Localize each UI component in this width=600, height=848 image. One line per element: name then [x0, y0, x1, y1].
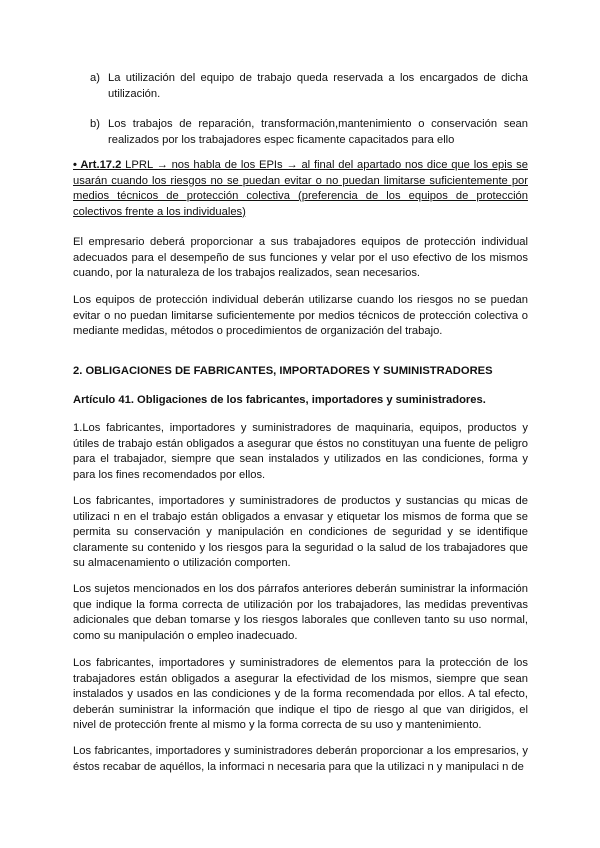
paragraph-article41-4: Los fabricantes, importadores y suministradores de elementos para la protección de los trabajadores están obligados a asegurar la efectividad de los mismos, siempre que sean instalados y usados en las condiciones y de la forma recomendada por ellos. A tal efecto, deberán suministrar la información que indique el tipo de riesgo al que van dirigidos, el nivel de protección frente al mismo y la forma correcta de su uso y mantenimiento. [73, 657, 528, 731]
list-item-text: La utilización del equipo de trabajo queda reservada a los encargados de dicha utilización. [108, 72, 528, 100]
paragraph-article41-3: Los sujetos mencionados en los dos párrafos anteriores deberán suministrar la información que indique la forma correcta de utilización por los trabajadores, las medidas preventivas adicionales que deban tomarse y los riesgos laborales que conlleven tanto su uso normal, como su manipulación o empleo inadecuado. [73, 583, 528, 642]
paragraph-article41-5: Los fabricantes, importadores y suministradores deberán proporcionar a los empresarios, y éstos recabar de aquéllos, la informaci n necesaria para que la utilizaci n y manipulaci n de [73, 745, 528, 773]
art17-note [73, 158, 528, 220]
art17-label: • Art.17.2 [73, 159, 122, 171]
paragraph-article41-2: Los fabricantes, importadores y suministradores de productos y sustancias qu micas de utilizaci n en el trabajo están obligados a envasar y etiquetar los mismos de forma que se permita su conservación y manipulación en condiciones de seguridad y se identifique claramente su contenido y los riesgos para la seguridad o la salud de los trabajadores que su almacenamiento o utilización comporten. [73, 495, 528, 569]
paragraph-epi-usage: Los equipos de protección individual deberán utilizarse cuando los riesgos no se puedan evitar o no puedan limitarse suficientemente por medios técnicos de protección colectiva o mediante medidas, métodos o procedimientos de organización del trabajo. [73, 294, 528, 337]
art17-text: LPRL → nos habla de los EPIs → al final del apartado nos dice que los epis se usarán cuando los riesgos no se puedan evitar o no puedan limitarse suficientemente por medios técnicos de protección colectiva (preferencia de los equipos de protección colectivos frente a los individuales) [73, 159, 528, 218]
section-heading: 2. OBLIGACIONES DE FABRICANTES, IMPORTADORES Y SUMINISTRADORES [73, 365, 493, 377]
list-item-text: Los trabajos de reparación, transformación,mantenimiento o conservación sean realizados por los trabajadores espec ficamente capacitados para ello [108, 118, 528, 146]
paragraph-article41-1: 1.Los fabricantes, importadores y suministradores de maquinaria, equipos, productos y útiles de trabajo están obligados a asegurar que éstos no constituyan una fuente de peligro para el trabajador, siempre que sean instalados y utilizados en las condiciones, forma y para los fines recomendados por ellos. [73, 422, 528, 481]
list-marker: b) [90, 118, 100, 130]
article-heading: Artículo 41. Obligaciones de los fabricantes, importadores y suministradores. [73, 394, 486, 406]
paragraph-epi-obligation: El empresario deberá proporcionar a sus trabajadores equipos de protección individual adecuados para el desempeño de sus funciones y velar por el uso efectivo de los mismos cuando, por la naturaleza de los trabajos realizados, sean necesarios. [73, 236, 528, 279]
list-marker: a) [90, 72, 100, 84]
